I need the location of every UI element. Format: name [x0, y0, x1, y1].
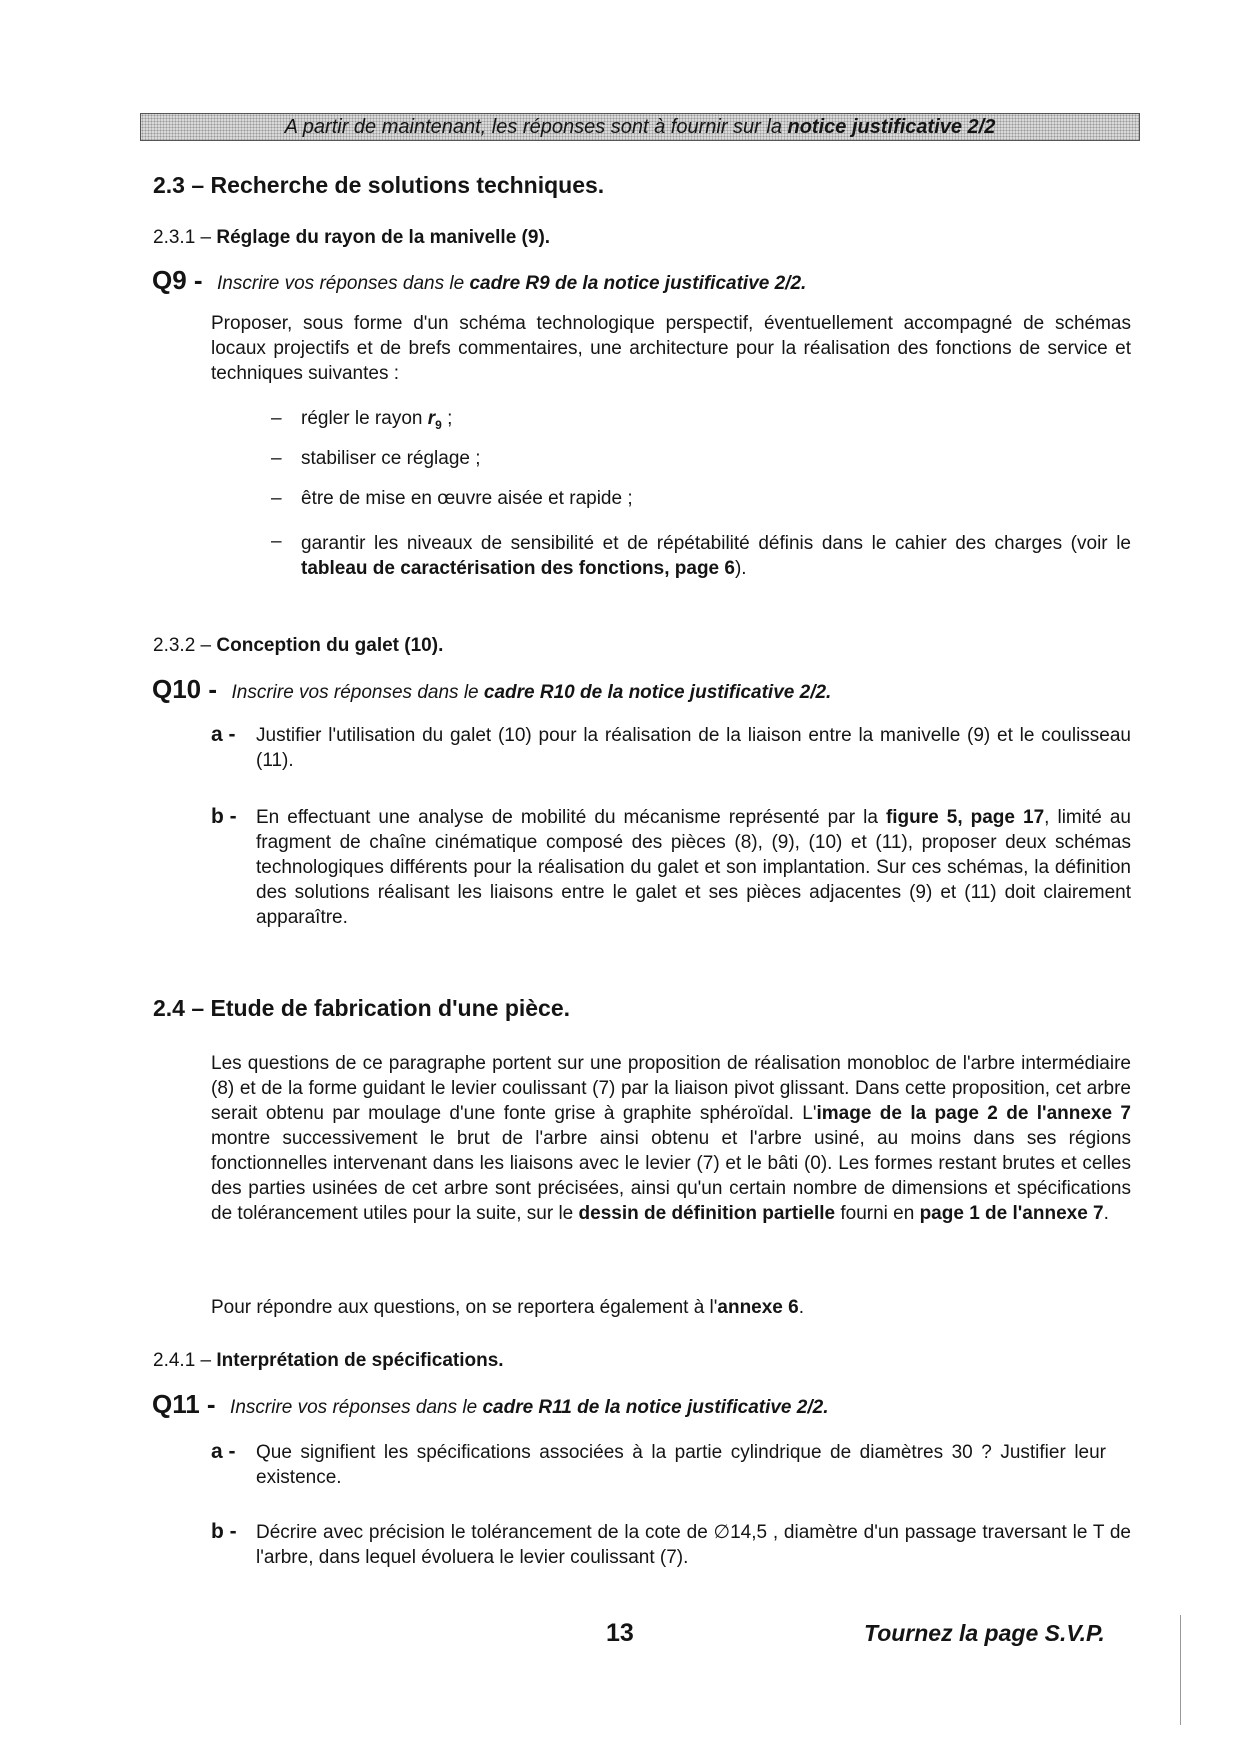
- section-2-4-paragraph-1: [211, 1051, 1131, 1226]
- q11-line: [152, 1389, 828, 1420]
- q11-a-text: Que signifient les spécifications associées à la partie cylindrique de diamètres 30 ? Justifier leur existence.: [256, 1442, 1106, 1488]
- p2-punct: .: [798, 1297, 804, 1318]
- q10-b-letter: b -: [211, 805, 237, 828]
- q9-item-3: être de mise en œuvre aisée et rapide ;: [301, 488, 633, 509]
- list-dash: –: [271, 488, 282, 509]
- banner-bold-text: notice justificative 2/2: [787, 116, 996, 138]
- q11-b-text: Décrire avec précision le tolérancement de la cote de ∅14,5 , diamètre d'un passage traversant le T de l'arbre, dans lequel évoluera le levier coulissant (7).: [256, 1522, 1131, 1568]
- q9-instruction-bold: cadre R9 de la notice justificative 2/2.: [469, 273, 807, 294]
- q9-instruction: [217, 273, 806, 294]
- section-2-4-paragraph-2: [211, 1297, 804, 1319]
- r-subscript: 9: [435, 417, 442, 432]
- p1-text-1: Les questions de ce paragraphe portent sur une proposition de réalisation monobloc de l'arbre intermédiaire (8) et de la forme guidant le levier coulissant (7) par la liaison pivot glissant. Dans cette proposition, cet arbre serait obtenu par moulage d'une fonte grise à graphite sphéroïdal. L': [211, 1053, 1131, 1124]
- section-2-4-heading: [153, 995, 570, 1022]
- section-2-3-heading: [153, 172, 604, 199]
- q11-a-letter: a -: [211, 1440, 236, 1463]
- p1-text-2: montre successivement le brut de l'arbre ainsi obtenu et l'arbre usiné, au moins dans ses régions fonctionnelles intervenant dans les liaisons avec le levier (7) et le bâti (0). Les formes restant brutes et celles des parties usinées de cet arbre sont précisées, ainsi qu'un certain nombre de dimensions et spécifications de tolérancement utiles pour la suite, sur le: [211, 1128, 1131, 1224]
- q9-item-4: [301, 531, 1131, 581]
- r-symbol: r: [427, 408, 436, 429]
- p1-text-3: fourni en: [835, 1203, 920, 1224]
- q9-item-2: stabiliser ce réglage ;: [301, 448, 481, 469]
- section-title: Interprétation de spécifications.: [216, 1350, 504, 1371]
- q11-instruction-text: Inscrire vos réponses dans le: [230, 1397, 483, 1418]
- page-number: 13: [606, 1619, 634, 1647]
- section-2-4-1-heading: [153, 1350, 504, 1372]
- list-dash: –: [271, 408, 282, 429]
- p1-text-4: .: [1103, 1203, 1109, 1224]
- banner-text: A partir de maintenant, les réponses sont à fournir sur la: [284, 116, 788, 138]
- q11-label: Q11 -: [152, 1389, 216, 1419]
- q10-label: Q10 -: [152, 674, 218, 704]
- q11-instruction-bold: cadre R11 de la notice justificative 2/2.: [482, 1397, 829, 1418]
- p2-text: Pour répondre aux questions, on se reportera également à l': [211, 1297, 718, 1318]
- q10-b-text-2: , limité au fragment de chaîne cinématique composé des pièces (8), (9), (10) et (11), proposer deux schémas technologiques différents pour la réalisation du galet et son implantation. Sur ces schémas, la définition des solutions réalisant les liaisons entre le galet et ses pièces adjacentes (9) et (11) doit clairement apparaître.: [256, 807, 1131, 928]
- item-bold: tableau de caractérisation des fonctions, page 6: [301, 558, 735, 579]
- q9-label: Q9 -: [152, 265, 203, 295]
- section-number: 2.4.1 –: [153, 1350, 212, 1371]
- q10-b-text-1: En effectuant une analyse de mobilité du mécanisme représenté par la: [256, 807, 886, 828]
- scan-margin-mark: [1180, 1615, 1181, 1725]
- q10-b-bold: figure 5, page 17: [885, 807, 1045, 828]
- q11-instruction: [230, 1397, 828, 1418]
- p1-bold-3: page 1 de l'annexe 7: [919, 1203, 1104, 1224]
- p1-bold-1: image de la page 2 de l'annexe 7: [816, 1103, 1131, 1124]
- q10-line: [152, 674, 831, 705]
- p2-bold: annexe 6: [717, 1297, 799, 1318]
- section-number: 2.3 –: [153, 172, 205, 198]
- item-punct: ).: [734, 558, 747, 579]
- turn-page-note: Tournez la page S.V.P.: [864, 1620, 1105, 1646]
- q9-paragraph: Proposer, sous forme d'un schéma technologique perspectif, éventuellement accompagné de schémas locaux projectifs et de brefs commentaires, une architecture pour la réalisation des fonctions de service et techniques suivantes :: [211, 313, 1131, 384]
- section-2-3-1-heading: [153, 227, 550, 249]
- q11-b-letter: b -: [211, 1520, 237, 1543]
- q10-b-text: [256, 805, 1131, 930]
- q10-instruction-text: Inscrire vos réponses dans le: [231, 682, 484, 703]
- section-title: Réglage du rayon de la manivelle (9).: [216, 227, 551, 248]
- q9-instruction-text: Inscrire vos réponses dans le: [217, 273, 470, 294]
- q10-instruction: [231, 682, 831, 703]
- q10-a-letter: a -: [211, 723, 236, 746]
- q9-item-1: [301, 408, 452, 432]
- section-number: 2.4 –: [153, 995, 205, 1021]
- q9-line: [152, 265, 806, 296]
- section-title: Etude de fabrication d'une pièce.: [210, 995, 571, 1021]
- section-number: 2.3.1 –: [153, 227, 212, 248]
- item-punct: ;: [441, 408, 453, 429]
- item-text: régler le rayon: [301, 408, 428, 429]
- q10-instruction-bold: cadre R10 de la notice justificative 2/2.: [483, 682, 832, 703]
- list-dash: –: [271, 448, 282, 469]
- q10-a-text: Justifier l'utilisation du galet (10) pour la réalisation de la liaison entre la manivelle (9) et le coulisseau (11).: [256, 725, 1131, 771]
- list-dash: –: [271, 531, 282, 552]
- section-title: Recherche de solutions techniques.: [210, 172, 605, 198]
- section-title: Conception du galet (10).: [216, 635, 444, 656]
- item-text: garantir les niveaux de sensibilité et de répétabilité définis dans le cahier des charges (voir le: [301, 533, 1131, 554]
- instruction-banner: [140, 113, 1140, 141]
- section-number: 2.3.2 –: [153, 635, 212, 656]
- section-2-3-2-heading: [153, 635, 443, 657]
- p1-bold-2: dessin de définition partielle: [578, 1203, 836, 1224]
